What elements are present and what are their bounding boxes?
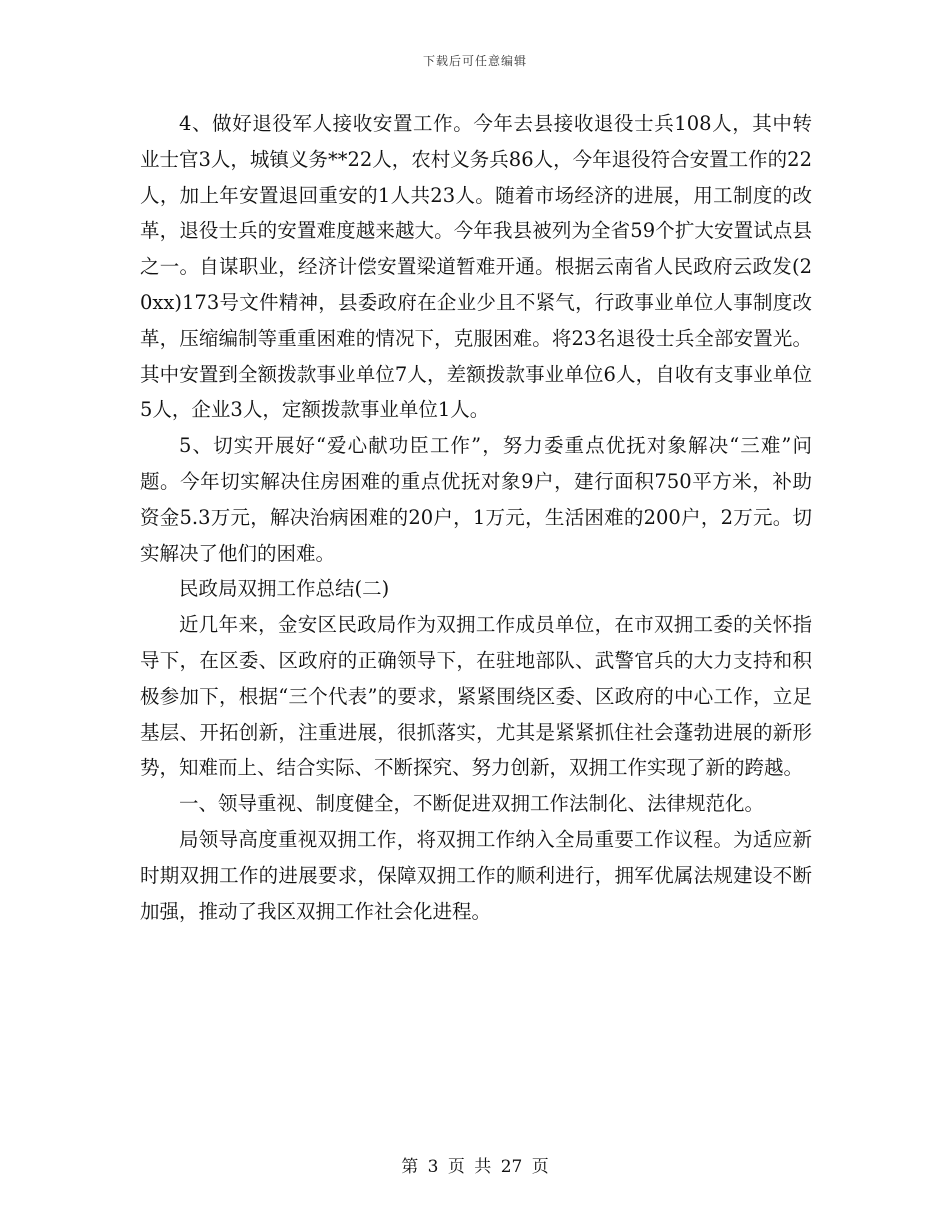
- paragraph-love-heroes: 5、切实开展好“爱心献功臣工作”，努力委重点优抚对象解决“三难”问题。今年切实解决住房困难的重点优抚对象9户，建行面积750平方米，补助资金5.3万元，解决治病困难的20户，1万元，生活困难的200户，2万元。切实解决了他们的困难。: [140, 434, 812, 565]
- paragraph-heading-one: 一、领导重视、制度健全，不断促进双拥工作法制化、法律规范化。: [179, 792, 765, 816]
- page-header: 下载后可任意编辑: [422, 54, 527, 68]
- paragraph-resettlement: 4、做好退役军人接收安置工作。今年去县接收退役士兵108人，其中转业士官3人，城镇义务**22人，农村义务兵86人，今年退役符合安置工作的22人，加上年安置退回重安的1人共23人。随着市场经济的进展，用工制度的改革，退役士兵的安置难度越来越大。今年我县被列为全省59个扩大安置试点县之一。自谋职业，经济计偿安置梁道暂难开通。根据云南省人民政府云政发(20xx)173号文件精神，县委政府在企业少且不紧气，行政事业单位人事制度改革，压缩编制等重重困难的情况下，克服困难。将23名退役士兵全部安置光。其中安置到全额拨款事业单位7人，差额拨款事业单位6人，自收有支事业单位5人，企业3人，定额拨款事业单位1人。: [140, 112, 812, 422]
- paragraph-leadership: 局领导高度重视双拥工作，将双拥工作纳入全局重要工作议程。为适应新时期双拥工作的进展要求，保障双拥工作的顺利进行，拥军优属法规建设不断加强，推动了我区双拥工作社会化进程。: [140, 827, 812, 923]
- page-footer: 第 3 页 共 27 页: [401, 1157, 549, 1177]
- section-title: 民政局双拥工作总结(二): [179, 577, 390, 601]
- document-body: [140, 106, 812, 929]
- paragraph-intro: 近几年来，金安区民政局作为双拥工作成员单位，在市双拥工委的关怀指导下，在区委、区政府的正确领导下，在驻地部队、武警官兵的大力支持和积极参加下，根据“三个代表”的要求，紧紧围绕区委、区政府的中心工作，立足基层、开拓创新，注重进展，很抓落实，尤其是紧紧抓住社会蓬勃进展的新形势，知难而上、结合实际、不断探究、努力创新，双拥工作实现了新的跨越。: [140, 613, 812, 780]
